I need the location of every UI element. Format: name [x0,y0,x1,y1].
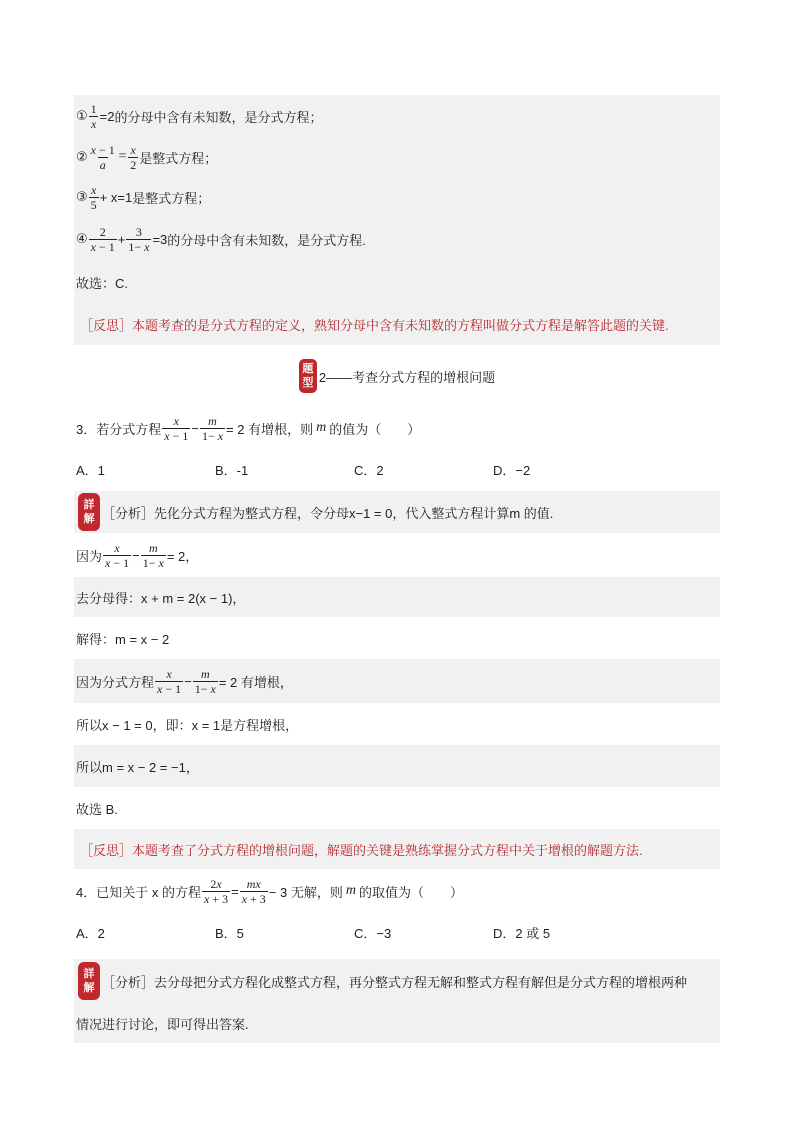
analysis-line: 詳 解 ［分析］去分母把分式方程化成整式方程，再分整式方程无解和整式方程有解但是分式方程的增根两种 [74,959,720,1003]
option-b[interactable]: B．5 [215,925,244,941]
solution-3-line-1: 因为 $\frac{x}{x - 1}$ − $\frac{m}{1- x}$ = 2， [74,533,720,577]
solution-3-line-3: 解得：m = x − 2 [74,617,720,659]
fraction-x-1-over-a: $\frac{x - 1}{a}$ [90,142,115,172]
option-a[interactable]: A．1 [76,462,105,478]
fraction-1-over-x: $\frac{1}{x}$ [90,101,97,131]
fraction-x-over-5: $\frac{x}{5}$ [90,182,97,212]
detailed-solution-seal: 詳 解 [78,493,100,531]
solution-item-4: ④ $\frac{2}{x - 1}$ + $\frac{3}{1- x}$ =3 的分母中含有未知数，是分式方程. [76,224,366,254]
previous-solution-block [74,95,720,345]
solution-3-block [74,491,720,869]
fraction-3-over-1-x: $\frac{3}{1- x}$ [128,224,150,254]
solution-3-line-4: 因为分式方程 $\frac{x}{x - 1}$ − $\frac{m}{1- x}$ = 2 有增根， [76,666,293,696]
reflection-line: ［反思］本题考查的是分式方程的定义，熟知分母中含有未知数的方程叫做分式方程是解答此题的关键. [80,317,669,333]
option-b[interactable]: B．-1 [215,462,249,478]
question-3-options [74,449,720,489]
option-c[interactable]: C．2 [354,462,384,478]
solution-3-answer: 故选 B. [74,787,720,829]
solution-4-block [74,959,720,1043]
fraction-2-over-x-1: $\frac{2}{x - 1}$ [90,224,115,254]
solution-item-2: ② $\frac{x - 1}{a}$ = $\frac{x}{2}$ 是整式方程； [76,142,218,172]
option-c[interactable]: C．−3 [354,925,392,941]
solution-3-reflection: ［反思］本题考查了分式方程的增根问题，解题的关键是熟练掌握分式方程中关于增根的解题方法. [80,842,643,858]
fraction-x-over-2: $\frac{x}{2}$ [130,142,137,172]
analysis-line-2: 情况进行讨论，即可得出答案. [76,1016,249,1032]
question-type-badge: 题 型 [299,359,317,393]
analysis-line: 詳 解 ［分析］先化分式方程为整式方程，令分母x−1 = 0，代入整式方程计算m 的值. [74,491,720,533]
option-d[interactable]: D．−2 [493,462,531,478]
solution-item-1: ① $\frac{1}{x}$ =2 的分母中含有未知数，是分式方程； [76,101,323,131]
section-heading [74,345,720,407]
solution-3-line-6: 所以m = x − 2 = −1， [76,759,199,775]
solution-item-3: ③ $\frac{x}{5}$ + x=1 是整式方程； [76,182,211,212]
answer-line: 故选：C. [76,275,129,291]
option-d[interactable]: D．2 或 5 [493,925,551,941]
question-3: 3．若分式方程 $\frac{x}{x - 1}$ − $\frac{m}{1- x}$ = 2 有增根，则 m 的值为（ ） [76,413,421,443]
document-page [74,95,720,1043]
section-title: 2——考查分式方程的增根问题 [318,369,496,385]
question-4: 4．已知关于 x 的方程 $\frac{2x}{x + 3}$ = $\frac{mx}{x + 3}$ − 3 无解，则 m 的取值为（ ） [76,876,463,906]
solution-3-line-5: 所以x − 1 = 0，即：x = 1是方程增根， [74,703,720,745]
solution-3-line-2: 去分母得：x + m = 2(x − 1)， [76,590,246,606]
detailed-solution-seal: 詳 解 [78,962,100,1000]
option-a[interactable]: A．2 [76,925,105,941]
question-4-options [74,913,720,951]
